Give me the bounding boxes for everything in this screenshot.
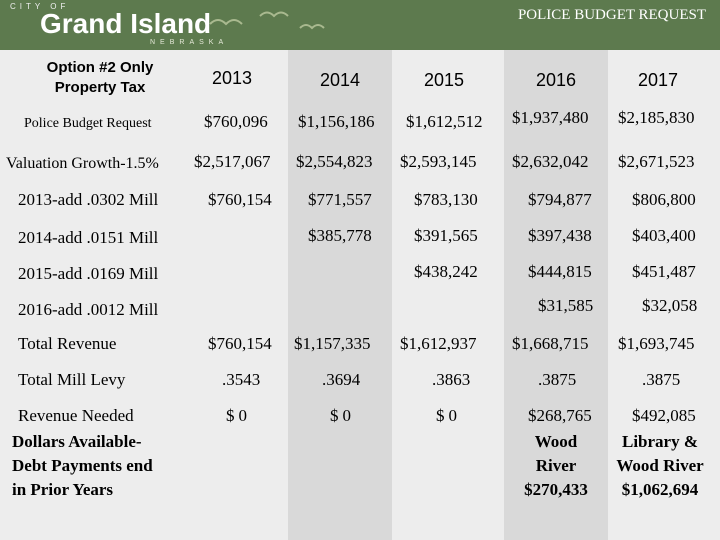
year-2015: 2015 xyxy=(424,70,465,90)
year-2016: 2016 xyxy=(536,70,577,90)
total-revenue-2017: $1,693,745 xyxy=(618,334,695,353)
police-budget-2013: $760,096 xyxy=(204,112,268,131)
add-2013-label: 2013-add .0302 Mill xyxy=(18,190,159,209)
total-mill-2017: .3875 xyxy=(642,370,681,389)
dollars-available-2016-line-1: Wood xyxy=(534,432,578,451)
add-2016-label: 2016-add .0012 Mill xyxy=(18,300,159,319)
logo-city-text: CITY OF xyxy=(10,2,70,11)
dollars-available-line-1: Dollars Available- xyxy=(12,432,142,451)
header-banner xyxy=(0,0,720,50)
add-2014-2015: $391,565 xyxy=(414,226,478,245)
revenue-needed-2016: $268,765 xyxy=(528,406,592,425)
add-2013-2015: $783,130 xyxy=(414,190,478,209)
revenue-needed-2014: $0 xyxy=(330,406,355,425)
police-budget-2015: $1,612,512 xyxy=(406,112,483,131)
revenue-needed-2017: $492,085 xyxy=(632,406,696,425)
add-2013-2016: $794,877 xyxy=(528,190,592,209)
dollars-available-line-3: in Prior Years xyxy=(12,480,114,499)
logo-state-text: NEBRASKA xyxy=(150,39,229,46)
revenue-needed-label: Revenue Needed xyxy=(18,406,134,425)
valuation-2015: $2,593,145 xyxy=(400,152,477,171)
dollars-available-2017 xyxy=(606,430,714,502)
total-mill-2016: .3875 xyxy=(538,370,577,389)
police-budget-2014: $1,156,186 xyxy=(298,112,375,131)
dollars-available-label xyxy=(12,430,153,502)
dollars-available-2017-line-1: Library & xyxy=(621,432,699,451)
add-2016-2017: $32,058 xyxy=(642,296,698,315)
valuation-2013: $2,517,067 xyxy=(194,152,271,171)
dollars-available-2017-line-3: $1,062,694 xyxy=(621,480,699,499)
option-label-line-1: Option #2 Only xyxy=(46,59,154,76)
add-2014-label: 2014-add .0151 Mill xyxy=(18,228,159,247)
total-revenue-label: Total Revenue xyxy=(18,334,117,353)
total-mill-2015: .3863 xyxy=(432,370,471,389)
add-2015-label: 2015-add .0169 Mill xyxy=(18,264,159,283)
logo-name-text: Grand Island xyxy=(40,8,212,39)
add-2015-2016: $444,815 xyxy=(528,262,592,281)
dollars-available-2016-line-2: River xyxy=(535,456,577,475)
total-revenue-2015: $1,612,937 xyxy=(400,334,477,353)
total-mill-2013: .3543 xyxy=(222,370,261,389)
year-2017: 2017 xyxy=(638,70,679,90)
dollars-available-2017-line-2: Wood River xyxy=(616,456,704,475)
year-2014: 2014 xyxy=(320,70,361,90)
add-2014-2016: $397,438 xyxy=(528,226,592,245)
dollars-available-2016 xyxy=(504,430,608,502)
option-label xyxy=(24,58,176,98)
total-revenue-2014: $1,157,335 xyxy=(294,334,371,353)
valuation-2014: $2,554,823 xyxy=(296,152,373,171)
dollars-available-line-2: Debt Payments end xyxy=(12,456,153,475)
birds-logo-icon xyxy=(200,4,340,44)
police-budget-2016: $1,937,480 xyxy=(512,108,589,127)
revenue-needed-2013: $0 xyxy=(226,406,251,425)
total-mill-label: Total Mill Levy xyxy=(18,370,126,389)
valuation-label: Valuation Growth-1.5% xyxy=(6,155,159,172)
revenue-needed-2015: $0 xyxy=(436,406,461,425)
option-label-line-2: Property Tax xyxy=(54,79,146,96)
add-2013-2017: $806,800 xyxy=(632,190,696,209)
year-2013: 2013 xyxy=(212,68,253,88)
add-2014-2014: $385,778 xyxy=(308,226,372,245)
add-2013-2013: $760,154 xyxy=(208,190,272,209)
police-budget-2017: $2,185,830 xyxy=(618,108,695,127)
valuation-2017: $2,671,523 xyxy=(618,152,695,171)
police-budget-label: Police Budget Request xyxy=(24,116,152,131)
dollars-available-2016-line-3: $270,433 xyxy=(524,480,588,499)
total-revenue-2013: $760,154 xyxy=(208,334,272,353)
total-revenue-2016: $1,668,715 xyxy=(512,334,589,353)
add-2014-2017: $403,400 xyxy=(632,226,696,245)
add-2016-2016: $31,585 xyxy=(538,296,594,315)
valuation-2016: $2,632,042 xyxy=(512,152,589,171)
page-title: POLICE BUDGET REQUEST xyxy=(517,7,706,23)
total-mill-2014: .3694 xyxy=(322,370,361,389)
add-2015-2017: $451,487 xyxy=(632,262,696,281)
add-2015-2015: $438,242 xyxy=(414,262,478,281)
add-2013-2014: $771,557 xyxy=(308,190,372,209)
